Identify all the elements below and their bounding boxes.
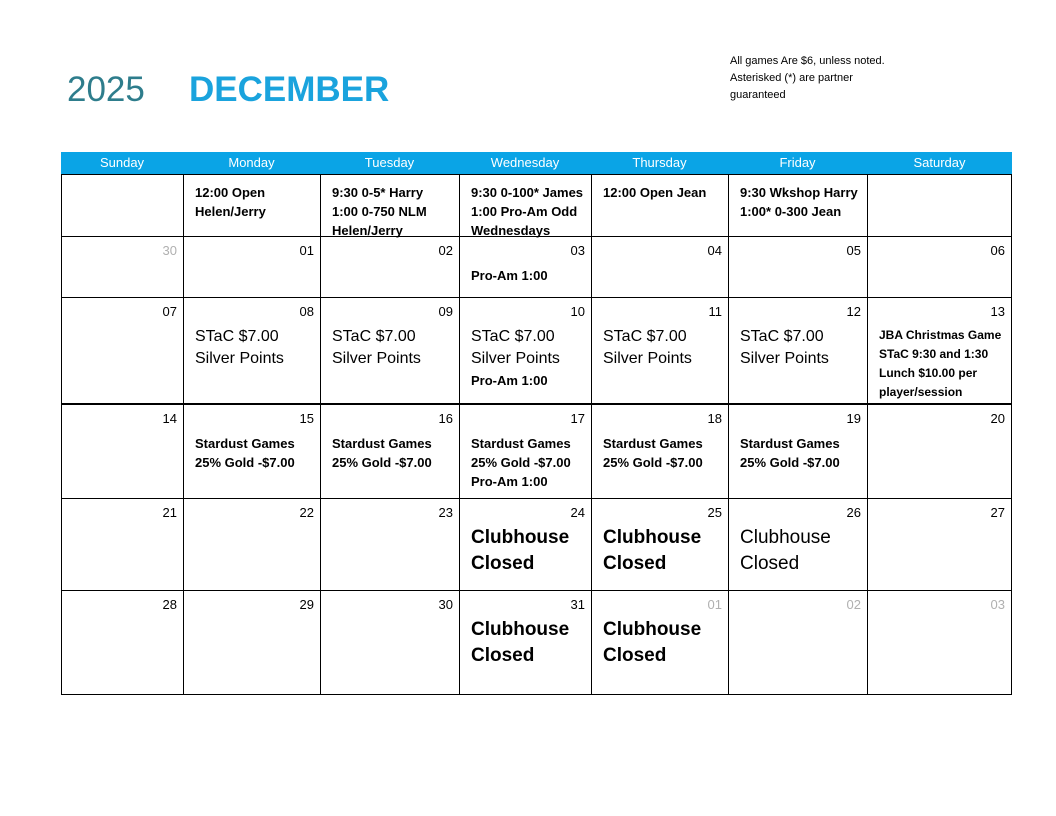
event-text-main: Stardust Games 25% Gold -$7.00 bbox=[603, 436, 703, 470]
day-number: 12 bbox=[846, 304, 861, 319]
event-text-main: Clubhouse Closed bbox=[471, 619, 570, 666]
day-number: 01 bbox=[299, 243, 314, 258]
day-number: 28 bbox=[162, 597, 177, 612]
event-text-main: Clubhouse Closed bbox=[471, 527, 570, 574]
day-number: 04 bbox=[707, 243, 722, 258]
event-text bbox=[603, 617, 724, 669]
day-number: 21 bbox=[162, 505, 177, 520]
day-cell[interactable] bbox=[867, 174, 1012, 236]
day-cell[interactable] bbox=[728, 174, 867, 236]
day-cell[interactable] bbox=[591, 236, 728, 297]
event-text-main: 9:30 0-100* James 1:00 Pro-Am Odd Wednesdays bbox=[471, 185, 584, 238]
day-cell[interactable] bbox=[320, 498, 459, 590]
day-number: 20 bbox=[990, 411, 1005, 426]
weekday-header-wednesday: Wednesday bbox=[459, 152, 591, 174]
event-text-main: Clubhouse Closed bbox=[740, 527, 831, 574]
event-text bbox=[195, 183, 316, 221]
day-number: 25 bbox=[707, 505, 722, 520]
event-text-main: 9:30 0-5* Harry 1:00 0-750 NLM Helen/Jerry bbox=[332, 185, 427, 238]
event-text bbox=[332, 434, 455, 472]
event-text bbox=[603, 326, 724, 370]
day-cell[interactable] bbox=[61, 236, 183, 297]
day-cell[interactable] bbox=[61, 590, 183, 695]
day-number: 03 bbox=[570, 243, 585, 258]
day-number: 01 bbox=[707, 597, 722, 612]
day-cell[interactable] bbox=[459, 297, 591, 403]
event-text-main: STaC $7.00 Silver Points bbox=[332, 328, 421, 367]
day-cell[interactable] bbox=[459, 174, 591, 236]
day-cell[interactable] bbox=[183, 297, 320, 403]
day-cell[interactable] bbox=[867, 498, 1012, 590]
event-text-main: Clubhouse Closed bbox=[603, 619, 702, 666]
event-text bbox=[740, 434, 863, 472]
event-text-extra: Pro-Am 1:00 bbox=[471, 373, 548, 388]
day-cell[interactable] bbox=[867, 297, 1012, 403]
weekday-header-tuesday: Tuesday bbox=[320, 152, 459, 174]
weekday-header-sunday: Sunday bbox=[61, 152, 183, 174]
day-cell[interactable] bbox=[591, 590, 728, 695]
day-number: 11 bbox=[708, 304, 722, 319]
day-number: 10 bbox=[570, 304, 585, 319]
day-cell[interactable] bbox=[867, 403, 1012, 498]
calendar-grid bbox=[61, 152, 1012, 695]
day-cell[interactable] bbox=[728, 498, 867, 590]
day-number: 17 bbox=[570, 411, 585, 426]
day-cell[interactable] bbox=[728, 236, 867, 297]
day-number: 26 bbox=[846, 505, 861, 520]
day-number: 08 bbox=[299, 304, 314, 319]
day-number: 18 bbox=[707, 411, 722, 426]
event-text-main: 9:30 Wkshop Harry 1:00* 0-300 Jean bbox=[740, 185, 858, 219]
event-text bbox=[195, 434, 316, 472]
day-cell[interactable] bbox=[591, 297, 728, 403]
event-text bbox=[603, 525, 724, 577]
event-text-main: Stardust Games 25% Gold -$7.00 bbox=[195, 436, 295, 470]
day-number: 16 bbox=[438, 411, 453, 426]
event-text bbox=[471, 266, 587, 285]
day-number: 02 bbox=[438, 243, 453, 258]
day-cell[interactable] bbox=[728, 590, 867, 695]
day-cell[interactable] bbox=[183, 590, 320, 695]
day-number: 27 bbox=[990, 505, 1005, 520]
day-number: 14 bbox=[162, 411, 177, 426]
day-number: 31 bbox=[570, 597, 585, 612]
day-cell[interactable] bbox=[183, 174, 320, 236]
weekday-header-saturday: Saturday bbox=[867, 152, 1012, 174]
day-number: 06 bbox=[990, 243, 1005, 258]
weekday-header-monday: Monday bbox=[183, 152, 320, 174]
day-cell[interactable] bbox=[320, 174, 459, 236]
event-text-main: Stardust Games 25% Gold -$7.00 bbox=[740, 436, 840, 470]
event-text bbox=[603, 434, 724, 472]
day-number: 09 bbox=[438, 304, 453, 319]
event-text-main: 12:00 Open Helen/Jerry bbox=[195, 185, 266, 219]
weekday-header-thursday: Thursday bbox=[591, 152, 728, 174]
day-number: 22 bbox=[299, 505, 314, 520]
event-text-main: 12:00 Open Jean bbox=[603, 185, 707, 200]
day-cell[interactable] bbox=[320, 236, 459, 297]
day-cell[interactable] bbox=[61, 297, 183, 403]
event-text-main: Stardust Games 25% Gold -$7.00 Pro-Am 1:00 bbox=[471, 436, 571, 489]
day-cell[interactable] bbox=[591, 498, 728, 590]
event-text-main: Clubhouse Closed bbox=[603, 527, 702, 574]
day-cell[interactable] bbox=[320, 590, 459, 695]
event-text bbox=[332, 183, 455, 240]
event-text-main: Pro-Am 1:00 bbox=[471, 268, 548, 283]
day-number: 03 bbox=[990, 597, 1005, 612]
weekday-header-friday: Friday bbox=[728, 152, 867, 174]
day-cell[interactable] bbox=[728, 297, 867, 403]
event-text-main: STaC $7.00 Silver Points bbox=[471, 328, 560, 367]
day-cell[interactable] bbox=[459, 590, 591, 695]
event-text bbox=[471, 434, 587, 491]
day-cell[interactable] bbox=[591, 403, 728, 498]
day-number: 30 bbox=[438, 597, 453, 612]
day-cell[interactable] bbox=[459, 498, 591, 590]
day-cell[interactable] bbox=[61, 174, 183, 236]
pricing-note: All games Are $6, unless noted. Asterisked (*) are partner guaranteed bbox=[730, 55, 885, 101]
event-text-main: JBA Christmas Game STaC 9:30 and 1:30 Lunch $10.00 per player/session bbox=[879, 328, 1002, 399]
event-text bbox=[471, 326, 587, 392]
event-text bbox=[879, 326, 1007, 402]
day-number: 13 bbox=[990, 304, 1005, 319]
event-text bbox=[471, 183, 587, 240]
day-cell[interactable] bbox=[320, 297, 459, 403]
day-number: 23 bbox=[438, 505, 453, 520]
day-number: 02 bbox=[846, 597, 861, 612]
day-number: 05 bbox=[846, 243, 861, 258]
day-cell[interactable] bbox=[591, 174, 728, 236]
day-cell[interactable] bbox=[867, 236, 1012, 297]
event-text bbox=[471, 617, 587, 669]
day-number: 30 bbox=[162, 243, 177, 258]
day-cell[interactable] bbox=[459, 236, 591, 297]
month-title: DECEMBER bbox=[189, 70, 390, 109]
day-cell[interactable] bbox=[61, 498, 183, 590]
year-label: 2025 bbox=[67, 70, 145, 109]
event-text bbox=[740, 183, 863, 221]
event-text-main: STaC $7.00 Silver Points bbox=[603, 328, 692, 367]
event-text-main: STaC $7.00 Silver Points bbox=[195, 328, 284, 367]
event-text bbox=[740, 326, 863, 370]
day-cell[interactable] bbox=[320, 403, 459, 498]
day-number: 24 bbox=[570, 505, 585, 520]
day-number: 29 bbox=[299, 597, 314, 612]
event-text bbox=[603, 183, 724, 202]
day-cell[interactable] bbox=[183, 403, 320, 498]
event-text bbox=[195, 326, 316, 370]
event-text bbox=[471, 525, 587, 577]
event-text-main: STaC $7.00 Silver Points bbox=[740, 328, 829, 367]
event-text bbox=[332, 326, 455, 370]
day-number: 07 bbox=[162, 304, 177, 319]
event-text-main: Stardust Games 25% Gold -$7.00 bbox=[332, 436, 432, 470]
day-cell[interactable] bbox=[61, 403, 183, 498]
day-cell[interactable] bbox=[183, 236, 320, 297]
day-cell[interactable] bbox=[183, 498, 320, 590]
day-number: 19 bbox=[846, 411, 861, 426]
day-cell[interactable] bbox=[459, 403, 591, 498]
day-number: 15 bbox=[299, 411, 314, 426]
day-cell[interactable] bbox=[867, 590, 1012, 695]
day-cell[interactable] bbox=[728, 403, 867, 498]
event-text bbox=[740, 525, 863, 577]
